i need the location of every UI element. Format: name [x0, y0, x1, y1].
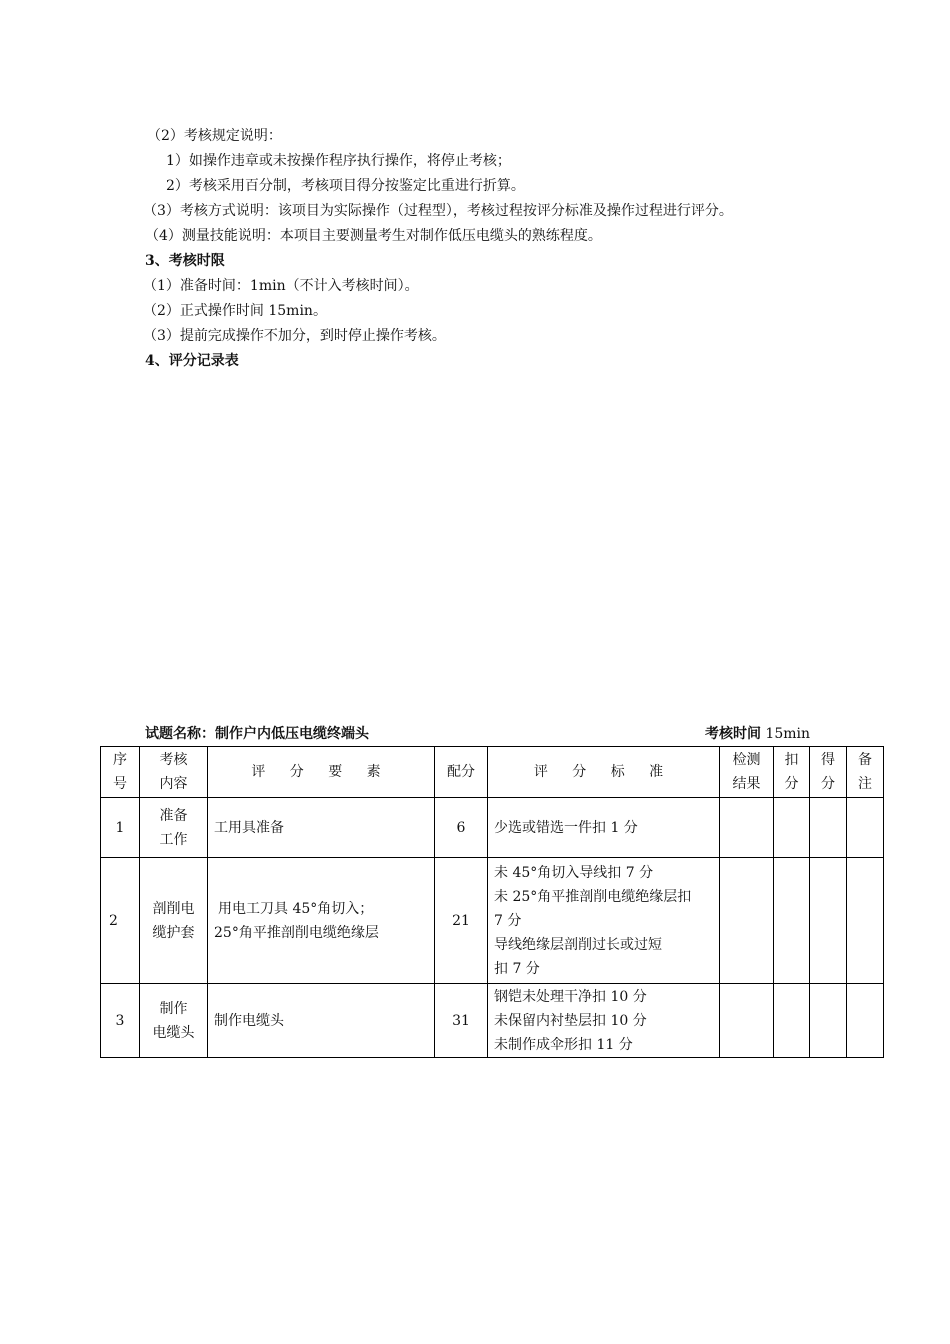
header-deduct: 扣 分	[774, 747, 810, 798]
table-row	[101, 798, 884, 858]
header-note: 备 注	[847, 747, 884, 798]
early-finish-text: （3）提前完成操作不加分，到时停止操作考核。	[143, 328, 446, 344]
row-content: 制作 电缆头	[140, 984, 208, 1058]
table-time-label: 考核时间	[704, 726, 761, 742]
table-row	[101, 858, 884, 984]
row-note	[847, 858, 884, 984]
row-elements: 用电工刀具 45°角切入； 25°角平推剖削电缆绝缘层	[208, 858, 435, 984]
row-note	[847, 798, 884, 858]
time-section-heading: 3、考核时限	[145, 253, 225, 269]
row-content: 准备 工作	[140, 798, 208, 858]
score-table	[100, 746, 884, 1058]
row-points: 21	[435, 858, 488, 984]
row-standard: 少选或错选一件扣 1 分	[488, 798, 720, 858]
row-score	[810, 984, 847, 1058]
header-result: 检测 结果	[720, 747, 774, 798]
row-no: 2	[101, 858, 140, 984]
row-result	[720, 858, 774, 984]
row-points: 31	[435, 984, 488, 1058]
row-content: 剖削电 缆护套	[140, 858, 208, 984]
formal-time-text: （2）正式操作时间 15min。	[143, 303, 327, 319]
row-standard: 未 45°角切入导线扣 7 分 未 25°角平推剖削电缆绝缘层扣 7 分 导线绝缘层剖削过长或过短 扣 7 分	[488, 858, 720, 984]
skill-text: （4）测量技能说明：本项目主要测量考生对制作低压电缆头的熟练程度。	[145, 228, 602, 244]
row-deduct	[774, 984, 810, 1058]
table-time-value: 15min	[765, 726, 810, 742]
header-content: 考核 内容	[140, 747, 208, 798]
header-points: 配分	[435, 747, 488, 798]
rules-heading: （2）考核规定说明：	[147, 128, 282, 144]
header-standard: 评 分 标 准	[488, 747, 720, 798]
score-section-heading: 4、评分记录表	[145, 353, 239, 369]
rules-item-2: 2）考核采用百分制，考核项目得分按鉴定比重进行折算。	[166, 178, 525, 194]
row-note	[847, 984, 884, 1058]
row-elements: 工用具准备	[208, 798, 435, 858]
row-elements: 制作电缆头	[208, 984, 435, 1058]
row-no: 1	[101, 798, 140, 858]
row-result	[720, 984, 774, 1058]
table-row	[101, 984, 884, 1058]
row-result	[720, 798, 774, 858]
table-time	[705, 724, 810, 744]
row-standard: 钢铠未处理干净扣 10 分 未保留内衬垫层扣 10 分 未制作成伞形扣 11 分	[488, 984, 720, 1058]
table-header-row	[101, 747, 884, 798]
row-score	[810, 798, 847, 858]
prep-time-text: （1）准备时间：1min（不计入考核时间）。	[143, 278, 419, 294]
row-deduct	[774, 858, 810, 984]
header-score: 得 分	[810, 747, 847, 798]
row-points: 6	[435, 798, 488, 858]
header-no: 序 号	[101, 747, 140, 798]
row-score	[810, 858, 847, 984]
table-title: 试题名称：制作户内低压电缆终端头	[145, 726, 369, 742]
row-deduct	[774, 798, 810, 858]
rules-item-1: 1）如操作违章或未按操作程序执行操作，将停止考核；	[166, 153, 511, 169]
method-text: （3）考核方式说明：该项目为实际操作（过程型），考核过程按评分标准及操作过程进行评分。	[143, 203, 733, 219]
header-elements: 评 分 要 素	[208, 747, 435, 798]
row-no: 3	[101, 984, 140, 1058]
